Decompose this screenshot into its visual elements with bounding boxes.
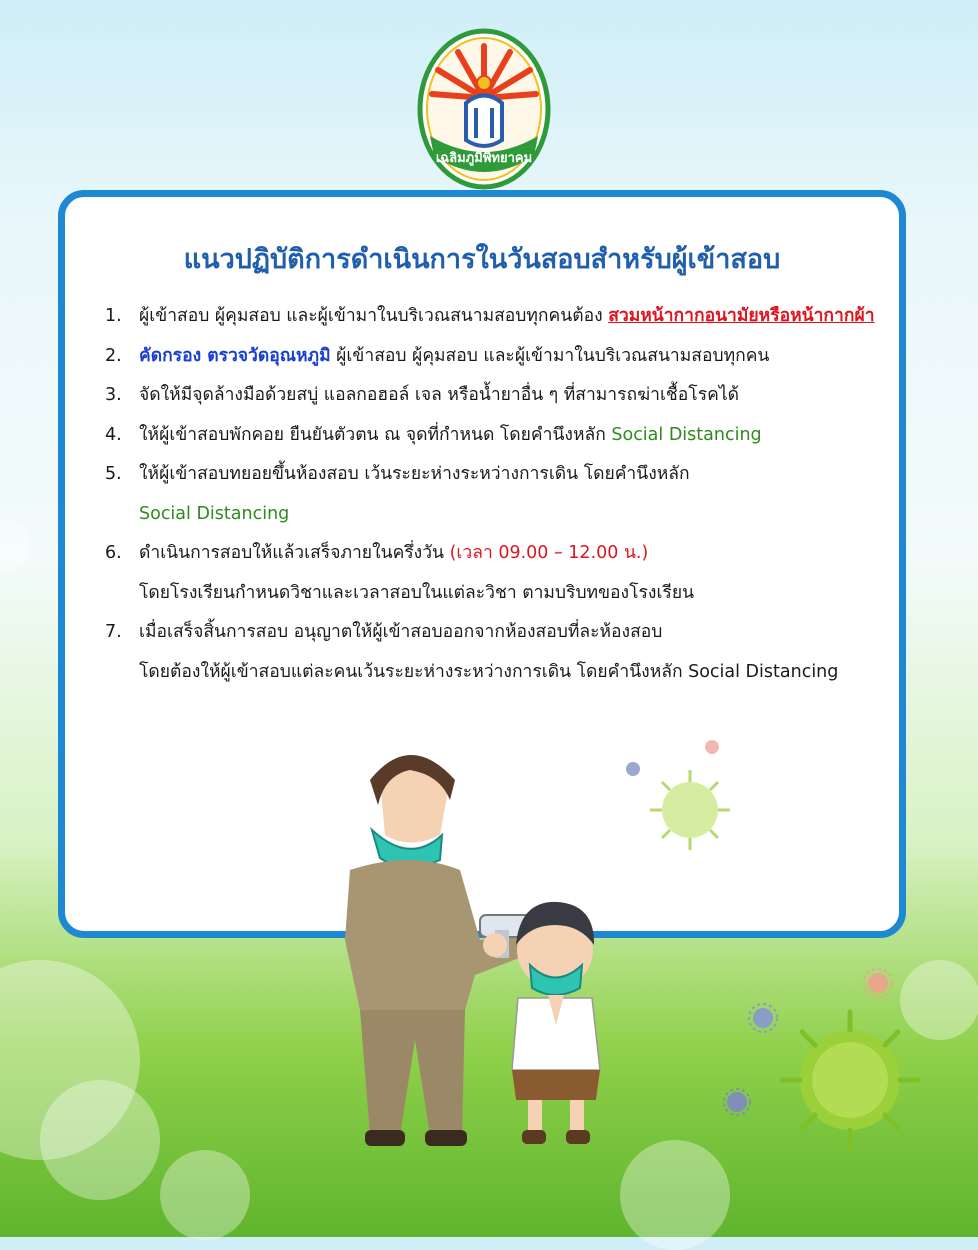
- teacher-figure: [345, 755, 540, 1146]
- social-distancing-highlight: Social Distancing: [139, 503, 290, 524]
- virus-illustration-small: [720, 1085, 754, 1119]
- list-item: [105, 534, 885, 613]
- list-item: [105, 455, 885, 534]
- item-text-line2: โดยโรงเรียนกำหนดวิชาและเวลาสอบในแต่ละวิชา ตามบริบทของโรงเรียน: [139, 582, 695, 603]
- item-text: ผู้เข้าสอบ ผู้คุมสอบ และผู้เข้ามาในบริเวณสนามสอบทุกคนต้อง: [139, 306, 609, 326]
- item-number: 3.: [105, 385, 122, 405]
- exam-time-highlight: (เวลา 09.00 – 12.00 น.): [449, 543, 649, 563]
- list-item: [105, 416, 885, 456]
- item-text-line2: โดยต้องให้ผู้เข้าสอบแต่ละคนเว้นระยะห่างระหว่างการเดิน โดยคำนึงหลัก Social Distancing: [139, 661, 839, 682]
- guideline-list: [105, 297, 885, 692]
- virus-illustration-small: [860, 965, 896, 1001]
- list-item: [105, 297, 885, 337]
- list-item: [105, 613, 885, 692]
- item-text: ให้ผู้เข้าสอบพักคอย ยืนยันตัวตน ณ จุดที่กำหนด โดยคำนึงหลัก: [139, 424, 612, 445]
- list-item: [105, 376, 885, 416]
- item-number: 5.: [105, 464, 122, 484]
- item-number: 2.: [105, 345, 122, 366]
- bokeh-light: [0, 520, 30, 570]
- virus-illustration-large: [770, 1000, 930, 1160]
- logo-text: เฉลิมภูมิพิทยาคม: [435, 151, 533, 166]
- item-text: เมื่อเสร็จสิ้นการสอบ อนุญาตให้ผู้เข้าสอบออกจากห้องสอบที่ละห้องสอบ: [139, 622, 663, 642]
- item-number: 4.: [105, 424, 122, 445]
- bokeh-light: [40, 1080, 160, 1200]
- list-item: [105, 337, 885, 377]
- temperature-screening-illustration: [290, 740, 650, 1160]
- item-number: 6.: [105, 543, 122, 563]
- virus-illustration-small: [700, 735, 724, 759]
- item-number: 7.: [105, 622, 122, 642]
- virus-illustration-green: [640, 760, 740, 860]
- bokeh-light: [160, 1150, 250, 1240]
- page-title: แนวปฏิบัติการดำเนินการในวันสอบสำหรับผู้เข้าสอบ: [183, 244, 781, 275]
- virus-illustration-small: [745, 1000, 781, 1036]
- item-text: จัดให้มีจุดล้างมือด้วยสบู่ แอลกอฮอล์ เจล หรือน้ำยาอื่น ๆ ที่สามารถฆ่าเชื้อโรคได้: [139, 385, 739, 405]
- item-text: ดำเนินการสอบให้แล้วเสร็จภายในครึ่งวัน: [139, 543, 450, 563]
- school-logo: [416, 28, 552, 190]
- item-text: ผู้เข้าสอบ ผู้คุมสอบ และผู้เข้ามาในบริเวณสนามสอบทุกคน: [330, 345, 770, 366]
- item-text: ให้ผู้เข้าสอบทยอยขึ้นห้องสอบ เว้นระยะห่างระหว่างการเดิน โดยคำนึงหลัก: [139, 464, 690, 484]
- student-figure: [512, 902, 600, 1144]
- mask-requirement: สวมหน้ากากอนามัยหรือหน้ากากผ้า: [608, 306, 875, 326]
- social-distancing-highlight: Social Distancing: [611, 424, 762, 445]
- screening-highlight: คัดกรอง ตรวจวัดอุณหภูมิ: [139, 345, 331, 366]
- item-number: 1.: [105, 306, 122, 326]
